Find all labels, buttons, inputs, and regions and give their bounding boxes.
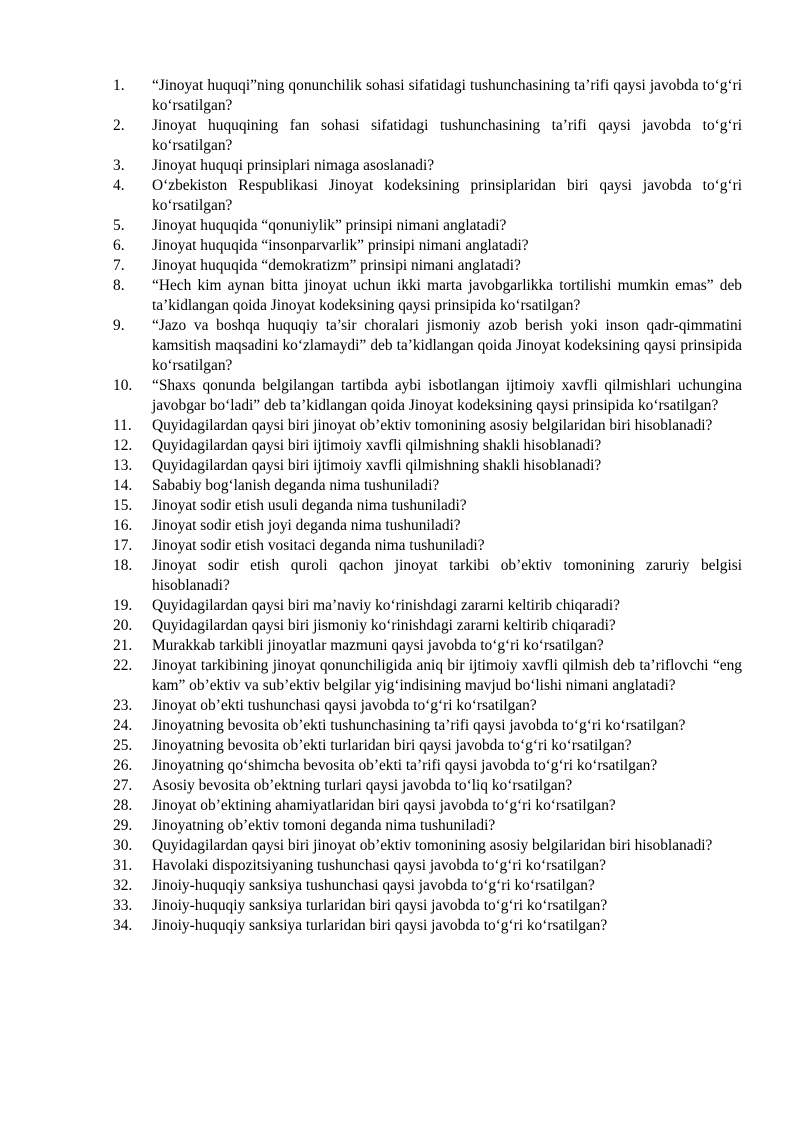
question-number: 34.: [113, 917, 133, 934]
question-number: 1.: [113, 77, 125, 94]
question-item: [113, 516, 742, 536]
question-number: 10.: [113, 377, 133, 394]
question-text: Jinoyat sodir etish quroli qachon jinoyat tarkibi ob’ektiv tomonining zaruriy belgisi hisoblanadi?: [152, 557, 742, 594]
question-text: Jinoyat huquqining fan sohasi sifatidagi tushunchasining ta’rifi qaysi javobda to‘g‘ri ko‘rsatilgan?: [152, 117, 742, 154]
question-item: [113, 756, 742, 776]
question-item: [113, 796, 742, 816]
question-item: [113, 636, 742, 656]
question-text: “Hech kim aynan bitta jinoyat uchun ikki marta javobgarlikka tortilishi mumkin emas” deb ta’kidlangan qoida Jinoyat kodeksining qaysi prinsipida ko‘rsatilgan?: [152, 277, 742, 314]
question-number: 18.: [113, 557, 133, 574]
question-text: Jinoyat tarkibining jinoyat qonunchiligida aniq bir ijtimoiy xavfli qilmish deb ta’riflovchi “eng kam” ob’ektiv va sub’ektiv belgilar yig‘indisining mavjud bo‘lishi nimani anglatadi?: [152, 657, 742, 694]
question-item: [113, 416, 742, 436]
question-text: “Shaxs qonunda belgilangan tartibda aybi isbotlangan ijtimoiy xavfli qilmishlari uchungina javobgar bo‘ladi” deb ta’kidlangan qoida Jinoyat kodeksining qaysi prinsipida ko‘rsatilgan?: [152, 377, 742, 414]
question-number: 15.: [113, 497, 133, 514]
question-item: [113, 596, 742, 616]
question-number: 26.: [113, 757, 133, 774]
question-item: [113, 836, 742, 856]
question-item: [113, 896, 742, 916]
question-item: [113, 736, 742, 756]
question-item: [113, 256, 742, 276]
question-number: 23.: [113, 697, 133, 714]
question-item: [113, 76, 742, 116]
question-number: 29.: [113, 817, 133, 834]
question-item: [113, 236, 742, 256]
question-number: 8.: [113, 277, 125, 294]
question-text: Jinoiy-huquqiy sanksiya turlaridan biri qaysi javobda to‘g‘ri ko‘rsatilgan?: [152, 917, 608, 934]
question-number: 27.: [113, 777, 133, 794]
question-number: 28.: [113, 797, 133, 814]
question-number: 5.: [113, 217, 125, 234]
question-item: [113, 216, 742, 236]
question-item: [113, 116, 742, 156]
question-item: [113, 916, 742, 936]
question-item: [113, 496, 742, 516]
question-number: 24.: [113, 717, 133, 734]
question-text: Jinoyatning qo‘shimcha bevosita ob’ekti ta’rifi qaysi javobda to‘g‘ri ko‘rsatilgan?: [152, 757, 658, 774]
question-number: 32.: [113, 877, 133, 894]
question-text: Quyidagilardan qaysi biri ma’naviy ko‘rinishdagi zararni keltirib chiqaradi?: [152, 597, 620, 614]
question-text: “Jazo va boshqa huquqiy ta’sir choralari jismoniy azob berish yoki inson qadr-qimmatini kamsitish maqsadini ko‘zlamaydi” deb ta’kidlangan qoida Jinoyat kodeksining qaysi prinsipida ko‘rsatilgan?: [152, 317, 742, 374]
question-text: Asosiy bevosita ob’ektning turlari qaysi javobda to‘liq ko‘rsatilgan?: [152, 777, 573, 794]
question-text: Havolaki dispozitsiyaning tushunchasi qaysi javobda to‘g‘ri ko‘rsatilgan?: [152, 857, 606, 874]
question-text: Jinoyat huquqida “demokratizm” prinsipi nimani anglatadi?: [152, 257, 521, 274]
question-text: Quyidagilardan qaysi biri jinoyat ob’ektiv tomonining asosiy belgilaridan biri hisoblanadi?: [152, 837, 713, 854]
question-text: Jinoyat sodir etish vositaci deganda nima tushuniladi?: [152, 537, 485, 554]
question-number: 31.: [113, 857, 133, 874]
question-text: Jinoyat ob’ekti tushunchasi qaysi javobda to‘g‘ri ko‘rsatilgan?: [152, 697, 537, 714]
question-item: [113, 316, 742, 376]
question-item: [113, 376, 742, 416]
question-number: 13.: [113, 457, 133, 474]
question-number: 22.: [113, 657, 133, 674]
question-item: [113, 556, 742, 596]
question-text: Jinoiy-huquqiy sanksiya turlaridan biri qaysi javobda to‘g‘ri ko‘rsatilgan?: [152, 897, 608, 914]
question-text: Jinoiy-huquqiy sanksiya tushunchasi qaysi javobda to‘g‘ri ko‘rsatilgan?: [152, 877, 595, 894]
question-text: Jinoyat huquqida “qonuniylik” prinsipi nimani anglatadi?: [152, 217, 507, 234]
question-item: [113, 716, 742, 736]
question-number: 16.: [113, 517, 133, 534]
question-text: Jinoyat sodir etish joyi deganda nima tushuniladi?: [152, 517, 461, 534]
question-item: [113, 176, 742, 216]
question-text: O‘zbekiston Respublikasi Jinoyat kodeksining prinsiplaridan biri qaysi javobda to‘g‘ri ko‘rsatilgan?: [152, 177, 742, 214]
question-text: Quyidagilardan qaysi biri jinoyat ob’ektiv tomonining asosiy belgilaridan biri hisoblanadi?: [152, 417, 713, 434]
question-item: [113, 536, 742, 556]
question-item: [113, 456, 742, 476]
question-number: 20.: [113, 617, 133, 634]
question-number: 21.: [113, 637, 133, 654]
question-number: 12.: [113, 437, 133, 454]
question-item: [113, 156, 742, 176]
question-number: 9.: [113, 317, 125, 334]
question-number: 30.: [113, 837, 133, 854]
question-text: Jinoyatning ob’ektiv tomoni deganda nima tushuniladi?: [152, 817, 496, 834]
question-text: Jinoyatning bevosita ob’ekti tushunchasining ta’rifi qaysi javobda to‘g‘ri ko‘rsatilgan?: [152, 717, 686, 734]
question-number: 14.: [113, 477, 133, 494]
question-item: [113, 876, 742, 896]
question-text: Jinoyat sodir etish usuli deganda nima tushuniladi?: [152, 497, 467, 514]
question-text: Quyidagilardan qaysi biri ijtimoiy xavfli qilmishning shakli hisoblanadi?: [152, 437, 602, 454]
question-number: 7.: [113, 257, 125, 274]
question-number: 4.: [113, 177, 125, 194]
question-text: Jinoyat huquqida “insonparvarlik” prinsipi nimani anglatadi?: [152, 237, 529, 254]
question-text: Quyidagilardan qaysi biri ijtimoiy xavfli qilmishning shakli hisoblanadi?: [152, 457, 602, 474]
question-text: Jinoyatning bevosita ob’ekti turlaridan biri qaysi javobda to‘g‘ri ko‘rsatilgan?: [152, 737, 632, 754]
question-item: [113, 856, 742, 876]
question-text: Jinoyat ob’ektining ahamiyatlaridan biri qaysi javobda to‘g‘ri ko‘rsatilgan?: [152, 797, 616, 814]
question-item: [113, 776, 742, 796]
question-item: [113, 436, 742, 456]
question-number: 3.: [113, 157, 125, 174]
question-number: 6.: [113, 237, 125, 254]
question-text: “Jinoyat huquqi”ning qonunchilik sohasi sifatidagi tushunchasining ta’rifi qaysi javobda to‘g‘ri ko‘rsatilgan?: [152, 77, 742, 114]
question-number: 2.: [113, 117, 125, 134]
question-number: 11.: [113, 417, 132, 434]
question-item: [113, 816, 742, 836]
question-item: [113, 696, 742, 716]
question-number: 19.: [113, 597, 133, 614]
question-list: [113, 76, 742, 936]
question-item: [113, 656, 742, 696]
question-number: 33.: [113, 897, 133, 914]
question-item: [113, 616, 742, 636]
question-number: 17.: [113, 537, 133, 554]
question-item: [113, 476, 742, 496]
question-text: Sababiy bog‘lanish deganda nima tushuniladi?: [152, 477, 440, 494]
question-text: Murakkab tarkibli jinoyatlar mazmuni qaysi javobda to‘g‘ri ko‘rsatilgan?: [152, 637, 604, 654]
question-text: Jinoyat huquqi prinsiplari nimaga asoslanadi?: [152, 157, 435, 174]
question-number: 25.: [113, 737, 133, 754]
question-text: Quyidagilardan qaysi biri jismoniy ko‘rinishdagi zararni keltirib chiqaradi?: [152, 617, 616, 634]
question-item: [113, 276, 742, 316]
